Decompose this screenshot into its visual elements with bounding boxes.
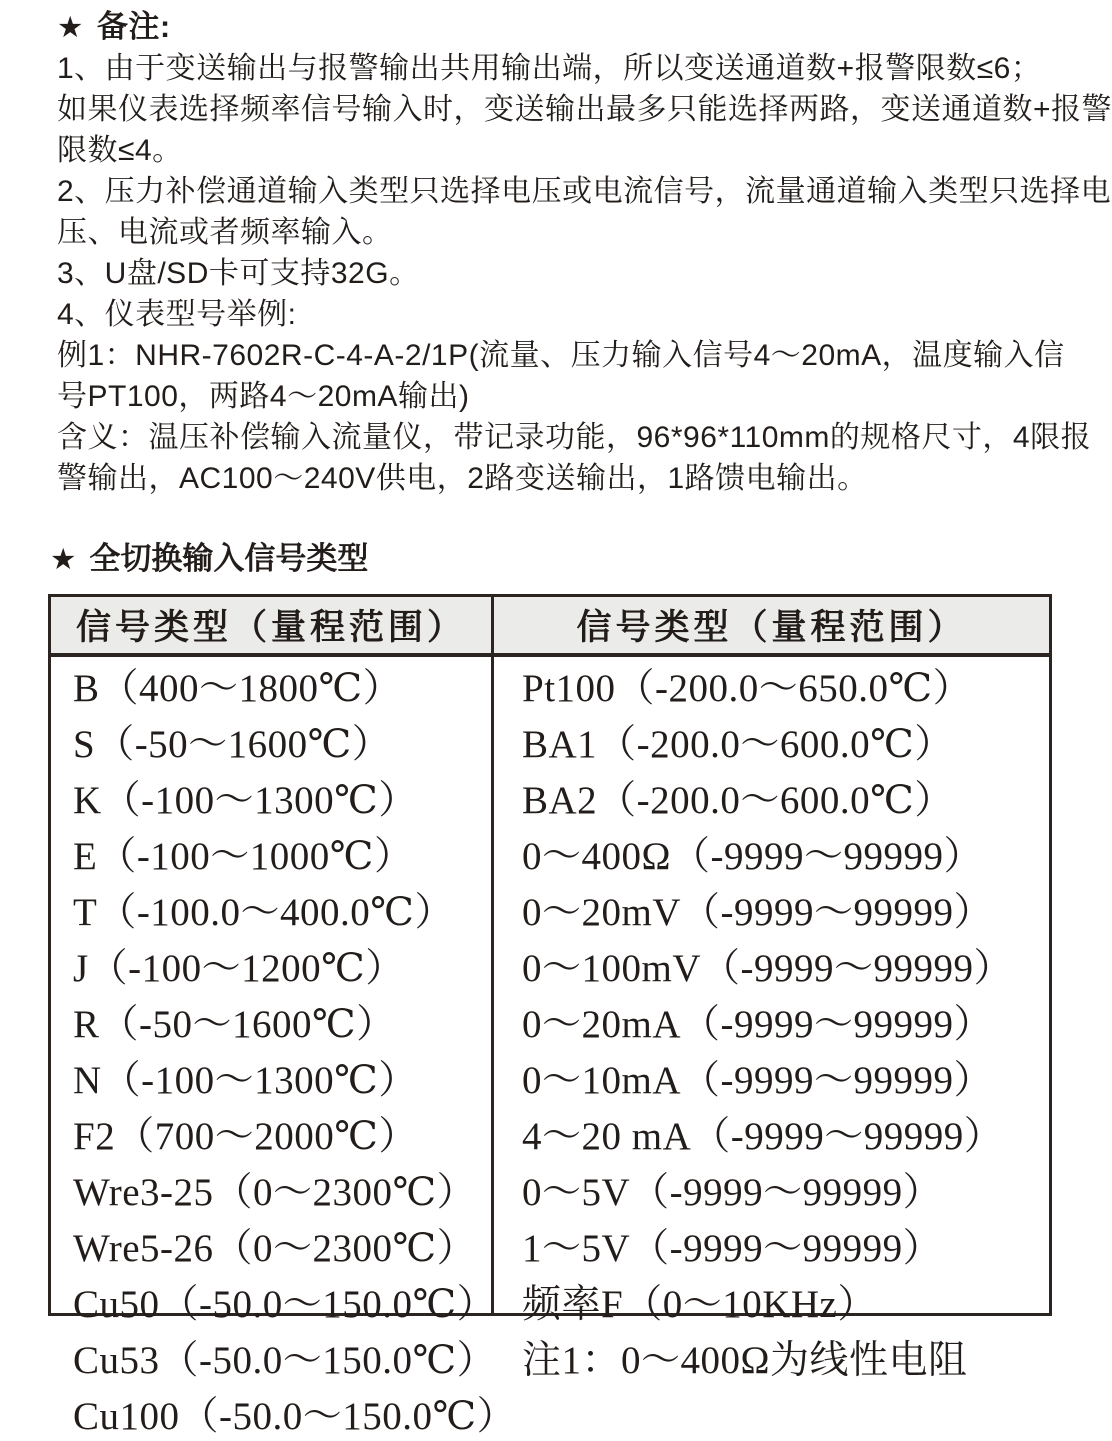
- table-cell: 0～400Ω（-9999～99999）: [522, 835, 983, 878]
- table-cell: Cu53（-50.0～150.0℃）: [73, 1339, 497, 1382]
- note-line: 号PT100，两路4～20mA输出): [57, 380, 470, 413]
- notes-section: [0, 0, 1112, 499]
- table-cell: B（400～1800℃）: [73, 667, 403, 710]
- table-cell: 0～20mV（-9999～99999）: [522, 891, 993, 934]
- note-line: 含义：温压补偿输入流量仪，带记录功能，96*96*110mm的规格尺寸，4限报: [57, 421, 1092, 454]
- table-cell: K（-100～1300℃）: [73, 779, 418, 822]
- table-column-left: [51, 657, 517, 1438]
- table-cell: F2（700～2000℃）: [73, 1115, 418, 1158]
- table-cell: Wre5-26（0～2300℃）: [73, 1227, 477, 1270]
- note-line: 1、由于变送输出与报警输出共用输出端，所以变送通道数+报警限数≤6；: [57, 52, 1042, 85]
- table-cell: BA2（-200.0～600.0℃）: [522, 779, 954, 822]
- signal-section-heading: [50, 539, 1080, 580]
- table-cell: Cu100（-50.0～150.0℃）: [73, 1395, 517, 1438]
- table-cell: 1～5V（-9999～99999）: [522, 1227, 943, 1270]
- table-cell: 0～20mA（-9999～99999）: [522, 1003, 993, 1046]
- table-cell: Pt100（-200.0～650.0℃）: [522, 667, 973, 710]
- table-cell: E（-100～1000℃）: [73, 835, 414, 878]
- note-line: 如果仪表选择频率信号输入时，变送输出最多只能选择两路，变送通道数+报警: [57, 93, 1112, 126]
- signal-section-heading-label: 全切换输入信号类型: [89, 541, 369, 576]
- star-icon: ★: [50, 543, 77, 576]
- table-cell: BA1（-200.0～600.0℃）: [522, 723, 954, 766]
- table-cell: S（-50～1600℃）: [73, 723, 392, 766]
- note-line: 例1：NHR-7602R-C-4-A-2/1P(流量、压力输入信号4～20mA，温度输入信: [57, 339, 1065, 372]
- table-header-row: [51, 597, 1049, 657]
- table-cell: N（-100～1300℃）: [73, 1059, 418, 1102]
- star-icon: ★: [57, 11, 84, 44]
- note-line: 限数≤4。: [57, 134, 183, 167]
- table-header-cell-left: 信号类型（量程范围）: [51, 597, 494, 653]
- table-cell: 0～10mA（-9999～99999）: [522, 1059, 993, 1102]
- signal-type-table: [48, 594, 1052, 1438]
- table-cell: 频率F（0～10KHz）: [522, 1283, 877, 1326]
- notes-heading-label: 备注:: [96, 9, 171, 44]
- table-cell: 0～5V（-9999～99999）: [522, 1171, 943, 1214]
- table-cell: 注1：0～400Ω为线性电阻: [522, 1339, 968, 1382]
- table-cell: Cu50（-50.0～150.0℃）: [73, 1283, 497, 1326]
- table-cell: J（-100～1200℃）: [73, 947, 405, 990]
- table-header-cell-right: 信号类型（量程范围）: [576, 608, 967, 647]
- note-line: 4、仪表型号举例:: [57, 298, 297, 331]
- table-cell: T（-100.0～400.0℃）: [73, 891, 454, 934]
- table-column-right: [494, 657, 1049, 1382]
- note-line: 压、电流或者频率输入。: [57, 216, 393, 249]
- table-body: [51, 657, 1049, 1438]
- note-line: 警输出，AC100～240V供电，2路变送输出，1路馈电输出。: [57, 462, 868, 495]
- note-line: 2、压力补偿通道输入类型只选择电压或电流信号，流量通道输入类型只选择电: [57, 175, 1112, 208]
- table-cell: Wre3-25（0～2300℃）: [73, 1171, 477, 1214]
- table-cell: 0～100mV（-9999～99999）: [522, 947, 1013, 990]
- table-cell: 4～20 mA（-9999～99999）: [522, 1115, 1004, 1158]
- note-line: 3、U盘/SD卡可支持32G。: [57, 257, 420, 290]
- table-cell: R（-50～1600℃）: [73, 1003, 396, 1046]
- notes-heading: [57, 6, 1056, 48]
